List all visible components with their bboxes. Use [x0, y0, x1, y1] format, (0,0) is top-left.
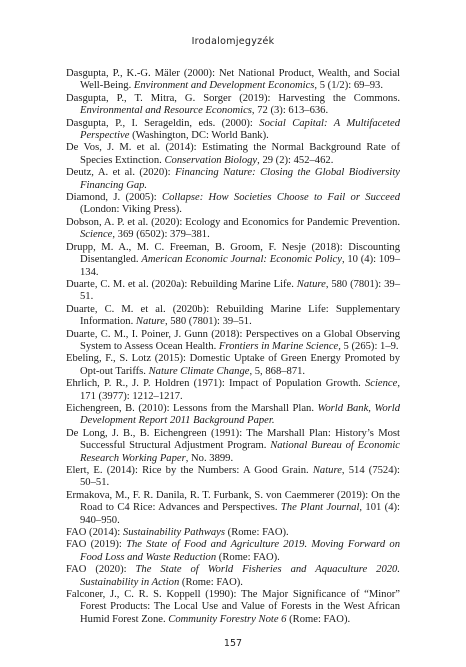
- reference-entry: Dobson, A. P. et al. (2020): Ecology and Economics for Pandemic Prevention. Science, 369 (6502): 379–381.: [66, 216, 400, 241]
- reference-entry: Ehrlich, P. R., J. P. Holdren (1971): Impact of Population Growth. Science, 171 (3977): 1212–1217.: [66, 378, 400, 402]
- reference-list: [66, 68, 400, 626]
- reference-entry: Duarte, C. M. et al. (2020a): Rebuilding Marine Life. Nature, 580 (7801): 39–51.: [66, 278, 400, 303]
- reference-entry: Ermakova, M., F. R. Danila, R. T. Furbank, S. von Caemmerer (2019): On the Road to C4 Rice: Advances and Perspectives. The Plant Journal, 101 (4): 940–950.: [66, 489, 400, 526]
- reference-entry: Dasgupta, P., T. Mitra, G. Sorger (2019): Harvesting the Commons. Environmental and Resource Economics, 72 (3): 613–636.: [66, 92, 400, 117]
- reference-entry: Deutz, A. et al. (2020): Financing Nature: Closing the Global Biodiversity Financing Gap.: [66, 167, 400, 191]
- reference-entry: Duarte, C. M. et al. (2020b): Rebuilding Marine Life: Supplementary Information. Nature, 580 (7801): 39–51.: [66, 303, 400, 328]
- running-header: Irodalomjegyzék: [191, 36, 275, 47]
- reference-entry: De Vos, J. M. et al. (2014): Estimating the Normal Background Rate of Species Extinction. Conservation Biology, 29 (2): 452–462.: [66, 142, 400, 166]
- reference-entry: Dasgupta, P., K.-G. Mäler (2000): Net National Product, Wealth, and Social Well-Being. Environment and Development Economics, 5 (1/2): 69–93.: [66, 68, 400, 92]
- page-number: 157: [223, 638, 243, 649]
- reference-entry: Eichengreen, B. (2010): Lessons from the Marshall Plan. World Bank, World Development Report 2011 Background Paper.: [66, 402, 400, 427]
- reference-entry: FAO (2020): The State of World Fisheries and Aquaculture 2020. Sustainability in Action (Rome: FAO).: [66, 564, 400, 588]
- reference-entry: Elert, E. (2014): Rice by the Numbers: A Good Grain. Nature, 514 (7524): 50–51.: [66, 465, 400, 489]
- reference-entry: Diamond, J. (2005): Collapse: How Societies Choose to Fail or Succeed (London: Viking Press).: [66, 192, 400, 216]
- reference-entry: Ebeling, F., S. Lotz (2015): Domestic Uptake of Green Energy Promoted by Opt-out Tariffs. Nature Climate Change, 5, 868–871.: [66, 353, 400, 377]
- reference-entry: FAO (2019): The State of Food and Agriculture 2019. Moving Forward on Food Loss and Waste Reduction (Rome: FAO).: [66, 539, 401, 563]
- reference-entry: FAO (2014): Sustainability Pathways (Rome: FAO).: [66, 527, 289, 539]
- reference-entry: Drupp, M. A., M. C. Freeman, B. Groom, F. Nesje (2018): Discounting Disentangled. American Economic Journal: Economic Policy, 10 (4): 109–134.: [66, 241, 401, 278]
- reference-entry: Duarte, C. M., I. Poiner, J. Gunn (2018): Perspectives on a Global Observing System to Assess Ocean Health. Frontiers in Marine Science, 5 (265): 1–9.: [66, 328, 400, 352]
- reference-entry: De Long, J. B., B. Eichengreen (1991): The Marshall Plan: History’s Most Successful Structural Adjustment Program. National Bureau of Economic Research Working Paper, No. 3899.: [66, 427, 400, 464]
- reference-entry: Falconer, J., C. R. S. Koppell (1990): The Major Significance of “Minor” Forest Products: The Local Use and Value of Forests in the West African Humid Forest Zone. Community Forestry Note 6 (Rome: FAO).: [66, 589, 400, 625]
- reference-entry: Dasgupta, P., I. Serageldin, eds. (2000): Social Capital: A Multifaceted Perspective (Washington, DC: World Bank).: [66, 117, 400, 142]
